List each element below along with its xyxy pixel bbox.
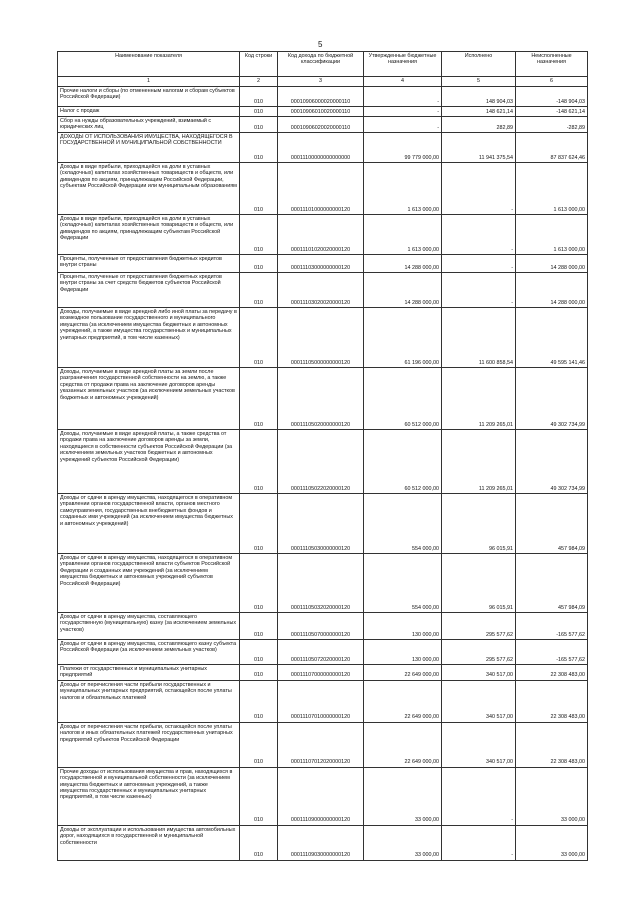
unexecuted-value: -282,89 — [516, 117, 588, 133]
kbk-code: 00010906010020000110 — [278, 107, 364, 117]
table-row — [58, 255, 588, 273]
kbk-code: 00011105000000000120 — [278, 308, 364, 368]
approved-value: 130 000,00 — [364, 640, 442, 665]
kbk-code: 00011105032020000120 — [278, 554, 364, 613]
approved-value: 33 000,00 — [364, 825, 442, 860]
unexecuted-value: -148 904,03 — [516, 87, 588, 107]
table-row — [58, 430, 588, 494]
table-row — [58, 163, 588, 215]
approved-value: 1 613 000,00 — [364, 163, 442, 215]
table-row — [58, 665, 588, 681]
indicator-name: Доходы от сдачи в аренду имущества, находящегося в оперативном управлении органов государственной власти субъектов Российской Федерации и созданных ими учреждений (за исключением имущества бюджетных и автономных учреждений субъектов Российской Федерации) — [58, 554, 240, 613]
executed-value: - — [442, 273, 516, 308]
header-row — [58, 52, 588, 77]
kbk-code: 00011107010000000120 — [278, 680, 364, 722]
table-row — [58, 117, 588, 133]
table-row — [58, 680, 588, 722]
approved-value: - — [364, 87, 442, 107]
unexecuted-value: 33 000,00 — [516, 767, 588, 825]
executed-value: 96 015,91 — [442, 494, 516, 554]
indicator-name: Доходы, получаемые в виде арендной платы за земли после разграничения государственной собственности на землю, а также средства от продажи права на заключение договоров аренды указанных земельных участков (за исключением земельных участков бюджетных и автономных учреждений) — [58, 368, 240, 430]
header-executed: Исполнено — [442, 52, 516, 77]
indicator-name: Прочие налоги и сборы (по отмененным налогам и сборам субъектов Российской Федерации) — [58, 87, 240, 107]
kbk-code: 00011105072020000120 — [278, 640, 364, 665]
indicator-name: Доходы, получаемые в виде арендной платы, а также средства от продажи права на заключение договоров аренды за земли, находящиеся в собственности субъектов Российской Федерации (за исключением земельных участков бюджетных и автономных учреждений субъектов Российской Федерации) — [58, 430, 240, 494]
line-code: 010 — [240, 767, 278, 825]
column-number-row — [58, 77, 588, 87]
line-code: 010 — [240, 494, 278, 554]
table-row — [58, 133, 588, 163]
line-code: 010 — [240, 308, 278, 368]
executed-value: 11 941 375,54 — [442, 133, 516, 163]
table-row — [58, 825, 588, 860]
table-row — [58, 215, 588, 255]
table-row — [58, 640, 588, 665]
header-approved: Утвержденные бюджетные назначения — [364, 52, 442, 77]
line-code: 010 — [240, 613, 278, 640]
indicator-name: Прочие доходы от использования имущества и прав, находящихся в государственной и муниципальной собственности (за исключением имущества бюджетных и автономных учреждений, а также имущества государственных и муниципальных унитарных предприятий, в том числе казенных) — [58, 767, 240, 825]
table-row — [58, 613, 588, 640]
table-row — [58, 87, 588, 107]
indicator-name: Налог с продаж — [58, 107, 240, 117]
unexecuted-value: 22 308 483,00 — [516, 665, 588, 681]
executed-value: 11 209 265,01 — [442, 430, 516, 494]
unexecuted-value: 1 613 000,00 — [516, 215, 588, 255]
approved-value: 60 512 000,00 — [364, 368, 442, 430]
indicator-name: Доходы от перечисления части прибыли государственных и муниципальных унитарных предприятий, остающейся после уплаты налогов и обязательных платежей — [58, 680, 240, 722]
approved-value: 33 000,00 — [364, 767, 442, 825]
executed-value: - — [442, 255, 516, 273]
approved-value: 130 000,00 — [364, 613, 442, 640]
table-row — [58, 722, 588, 767]
executed-value: 295 577,62 — [442, 640, 516, 665]
indicator-name: Доходы, получаемые в виде арендной либо иной платы за передачу в возмездное пользование государственного и муниципального имущества (за исключением имущества бюджетных и автономных учреждений, а также имущества государственных и муниципальных унитарных предприятий, в том числе казенных) — [58, 308, 240, 368]
unexecuted-value: 457 984,09 — [516, 554, 588, 613]
line-code: 010 — [240, 215, 278, 255]
unexecuted-value: -165 577,62 — [516, 640, 588, 665]
indicator-name: Доходы от перечисления части прибыли, остающейся после уплаты налогов и иных обязательных платежей государственных унитарных предприятий субъектов Российской Федерации — [58, 722, 240, 767]
kbk-code: 00011103020020000120 — [278, 273, 364, 308]
line-code: 010 — [240, 554, 278, 613]
income-report-table — [57, 51, 588, 861]
kbk-code: 00011105030000000120 — [278, 494, 364, 554]
column-number: 3 — [278, 77, 364, 87]
unexecuted-value: 14 288 000,00 — [516, 255, 588, 273]
approved-value: 99 779 000,00 — [364, 133, 442, 163]
unexecuted-value: 22 308 483,00 — [516, 680, 588, 722]
approved-value: 60 512 000,00 — [364, 430, 442, 494]
unexecuted-value: 33 000,00 — [516, 825, 588, 860]
approved-value: 22 649 000,00 — [364, 665, 442, 681]
indicator-name: Доходы от сдачи в аренду имущества, составляющего казну субъекта Российской Федерации (за исключением земельных участков) — [58, 640, 240, 665]
indicator-name: Доходы от эксплуатации и использования имущества автомобильных дорог, находящихся в государственной и муниципальной собственности — [58, 825, 240, 860]
line-code: 010 — [240, 640, 278, 665]
kbk-code: 00011109030000000120 — [278, 825, 364, 860]
approved-value: 14 288 000,00 — [364, 255, 442, 273]
line-code: 010 — [240, 368, 278, 430]
column-number: 1 — [58, 77, 240, 87]
approved-value: 22 649 000,00 — [364, 722, 442, 767]
unexecuted-value: 49 302 734,99 — [516, 430, 588, 494]
column-number: 6 — [516, 77, 588, 87]
executed-value: - — [442, 767, 516, 825]
header-line-code: Код строки — [240, 52, 278, 77]
indicator-name: Доходы от сдачи в аренду имущества, составляющего государственную (муниципальную) казну (за исключением земельных участков) — [58, 613, 240, 640]
line-code: 010 — [240, 163, 278, 215]
line-code: 010 — [240, 825, 278, 860]
indicator-name: Платежи от государственных и муниципальных унитарных предприятий — [58, 665, 240, 681]
executed-value: 11 600 858,54 — [442, 308, 516, 368]
kbk-code: 00010906000020000110 — [278, 87, 364, 107]
approved-value: 61 196 000,00 — [364, 308, 442, 368]
kbk-code: 00011105070000000120 — [278, 613, 364, 640]
executed-value: 148 904,03 — [442, 87, 516, 107]
executed-value: - — [442, 215, 516, 255]
indicator-name: Доходы от сдачи в аренду имущества, находящегося в оперативном управлении органов государственной власти, органов местного самоуправления, государственных внебюджетных фондов и созданных ими учреждений (за исключением имущества бюджетных и автономных учреждений) — [58, 494, 240, 554]
table-row — [58, 494, 588, 554]
executed-value: 340 517,00 — [442, 680, 516, 722]
table-row — [58, 273, 588, 308]
executed-value: 96 015,91 — [442, 554, 516, 613]
kbk-code: 00011105020000000120 — [278, 368, 364, 430]
approved-value: 554 000,00 — [364, 494, 442, 554]
unexecuted-value: -165 577,62 — [516, 613, 588, 640]
approved-value: - — [364, 117, 442, 133]
executed-value: - — [442, 825, 516, 860]
approved-value: 22 649 000,00 — [364, 680, 442, 722]
header-kbk: Код дохода по бюджетной классификации — [278, 52, 364, 77]
line-code: 010 — [240, 430, 278, 494]
approved-value: 1 613 000,00 — [364, 215, 442, 255]
executed-value: 340 517,00 — [442, 722, 516, 767]
kbk-code: 00011100000000000000 — [278, 133, 364, 163]
kbk-code: 00011103000000000120 — [278, 255, 364, 273]
executed-value: 295 577,62 — [442, 613, 516, 640]
kbk-code: 00011101000000000120 — [278, 163, 364, 215]
indicator-name: Доходы в виде прибыли, приходящейся на доли в уставных (складочных) капиталах хозяйственных товариществ и обществ, или дивидендов по акциям, принадлежащим Российской Федерации, субъектам Российской Федерации или муниципальным образованиям — [58, 163, 240, 215]
header-name: Наименование показателя — [58, 52, 240, 77]
kbk-code: 00011101020020000120 — [278, 215, 364, 255]
table-row — [58, 107, 588, 117]
line-code: 010 — [240, 87, 278, 107]
approved-value: 554 000,00 — [364, 554, 442, 613]
unexecuted-value: 22 308 483,00 — [516, 722, 588, 767]
indicator-name: ДОХОДЫ ОТ ИСПОЛЬЗОВАНИЯ ИМУЩЕСТВА, НАХОДЯЩЕГОСЯ В ГОСУДАРСТВЕННОЙ И МУНИЦИПАЛЬНОЙ СОБСТВЕННОСТИ — [58, 133, 240, 163]
kbk-code: 00010906020020000110 — [278, 117, 364, 133]
line-code: 010 — [240, 665, 278, 681]
executed-value: 340 517,00 — [442, 665, 516, 681]
line-code: 010 — [240, 273, 278, 308]
line-code: 010 — [240, 107, 278, 117]
column-number: 4 — [364, 77, 442, 87]
line-code: 010 — [240, 133, 278, 163]
indicator-name: Сбор на нужды образовательных учреждений, взимаемый с юридических лиц — [58, 117, 240, 133]
column-number: 5 — [442, 77, 516, 87]
indicator-name: Проценты, полученные от предоставления бюджетных кредитов внутри страны — [58, 255, 240, 273]
page-number: 5 — [318, 40, 323, 49]
table-row — [58, 308, 588, 368]
header-unexecuted: Неисполненные назначения — [516, 52, 588, 77]
line-code: 010 — [240, 255, 278, 273]
executed-value: - — [442, 163, 516, 215]
kbk-code: 00011109000000000120 — [278, 767, 364, 825]
unexecuted-value: 87 837 624,46 — [516, 133, 588, 163]
table-row — [58, 554, 588, 613]
unexecuted-value: 457 984,09 — [516, 494, 588, 554]
unexecuted-value: 14 288 000,00 — [516, 273, 588, 308]
kbk-code: 00011107000000000120 — [278, 665, 364, 681]
approved-value: - — [364, 107, 442, 117]
table-row — [58, 767, 588, 825]
unexecuted-value: 49 302 734,99 — [516, 368, 588, 430]
line-code: 010 — [240, 680, 278, 722]
executed-value: 282,89 — [442, 117, 516, 133]
kbk-code: 00011107012020000120 — [278, 722, 364, 767]
column-number: 2 — [240, 77, 278, 87]
unexecuted-value: 49 595 141,46 — [516, 308, 588, 368]
table-row — [58, 368, 588, 430]
unexecuted-value: 1 613 000,00 — [516, 163, 588, 215]
unexecuted-value: -148 621,14 — [516, 107, 588, 117]
indicator-name: Проценты, полученные от предоставления бюджетных кредитов внутри страны за счет средств бюджетов субъектов Российской Федерации — [58, 273, 240, 308]
executed-value: 148 621,14 — [442, 107, 516, 117]
indicator-name: Доходы в виде прибыли, приходящейся на доли в уставных (складочных) капиталах хозяйственных товариществ и обществ, или дивидендов по акциям, принадлежащим субъектам Российской Федерации — [58, 215, 240, 255]
kbk-code: 00011105022020000120 — [278, 430, 364, 494]
line-code: 010 — [240, 722, 278, 767]
executed-value: 11 209 265,01 — [442, 368, 516, 430]
line-code: 010 — [240, 117, 278, 133]
approved-value: 14 288 000,00 — [364, 273, 442, 308]
